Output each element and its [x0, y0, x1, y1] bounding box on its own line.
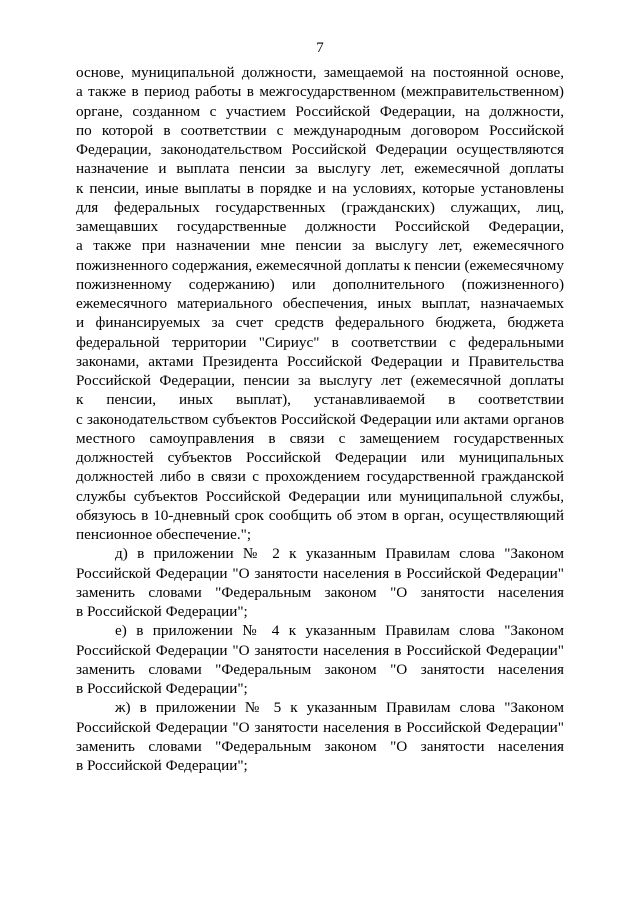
text-line: пожизненному содержанию) или дополнительного (пожизненного)	[76, 275, 564, 293]
text-line: заменить словами "Федеральным законом "О занятости населения	[76, 737, 564, 755]
text-line: Российской Федерации "О занятости населения в Российской Федерации"	[76, 718, 564, 736]
text-line: для федеральных государственных (гражданских) служащих, лиц,	[76, 198, 564, 216]
text-line: федеральной территории "Сириус" в соответствии с федеральными	[76, 333, 564, 351]
text-line: пожизненного содержания, ежемесячной доплаты к пенсии (ежемесячному	[76, 256, 565, 274]
text-line: Российской Федерации, пенсии за выслугу лет (ежемесячной доплаты	[76, 372, 564, 389]
paragraph-first-line: е) в приложении № 4 к указанным Правилам слова "Законом	[115, 622, 564, 640]
text-line: органе, созданном с участием Российской Федерации, на должности,	[76, 102, 564, 120]
text-line: местного самоуправления в связи с замещением государственных	[76, 429, 564, 447]
text-line: в Российской Федерации";	[76, 680, 248, 697]
text-line: а также при назначении мне пенсии за выслугу лет, ежемесячного	[76, 237, 564, 255]
text-line: к пенсии, иные выплаты в порядке и на условиях, которые установлены	[76, 179, 564, 197]
text-line: должностей либо в связи с прохождением государственной гражданской	[76, 468, 564, 486]
page-number: 7	[316, 40, 324, 56]
text-line: назначение и выплата пенсии за выслугу лет, ежемесячной доплаты	[76, 160, 564, 178]
text-line: заменить словами "Федеральным законом "О занятости населения	[76, 660, 564, 678]
text-line: и финансируемых за счет средств федерального бюджета, бюджета	[76, 314, 564, 332]
text-line: в Российской Федерации";	[76, 757, 248, 774]
paragraph-first-line: д) в приложении № 2 к указанным Правилам слова "Законом	[115, 545, 564, 563]
text-line: Российской Федерации "О занятости населения в Российской Федерации"	[76, 564, 564, 582]
text-line: Федерации, законодательством Российской Федерации осуществляются	[76, 141, 564, 158]
paragraph-first-line: ж) в приложении № 5 к указанным Правилам слова "Законом	[115, 699, 564, 717]
text-line: к пенсии, иных выплат), устанавливаемой в соответствии	[76, 391, 564, 409]
text-line: должностей субъектов Российской Федерации или муниципальных	[76, 449, 564, 466]
text-line: службы субъектов Российской Федерации или муниципальной службы,	[76, 487, 564, 505]
text-line: по которой в соответствии с международным договором Российской	[76, 121, 564, 139]
text-line: Российской Федерации "О занятости населения в Российской Федерации"	[76, 641, 564, 659]
document-body-text	[76, 63, 564, 775]
text-line: пенсионное обеспечение.";	[76, 526, 252, 543]
text-line: законами, актами Президента Российской Федерации и Правительства	[76, 352, 564, 370]
text-line: в Российской Федерации";	[76, 603, 248, 620]
text-line: а также в период работы в межгосударственном (межправительственном)	[76, 83, 564, 101]
text-line: ежемесячного материального обеспечения, иных выплат, назначаемых	[76, 295, 564, 312]
text-line: с законодательством субъектов Российской Федерации или актами органов	[76, 410, 564, 428]
text-line: основе, муниципальной должности, замещаемой на постоянной основе,	[76, 64, 564, 81]
text-line: замещавших государственные должности Российской Федерации,	[76, 218, 564, 235]
text-line: обязуюсь в 10-дневный срок сообщить об этом в орган, осуществляющий	[76, 506, 564, 524]
text-line: заменить словами "Федеральным законом "О занятости населения	[76, 583, 564, 601]
